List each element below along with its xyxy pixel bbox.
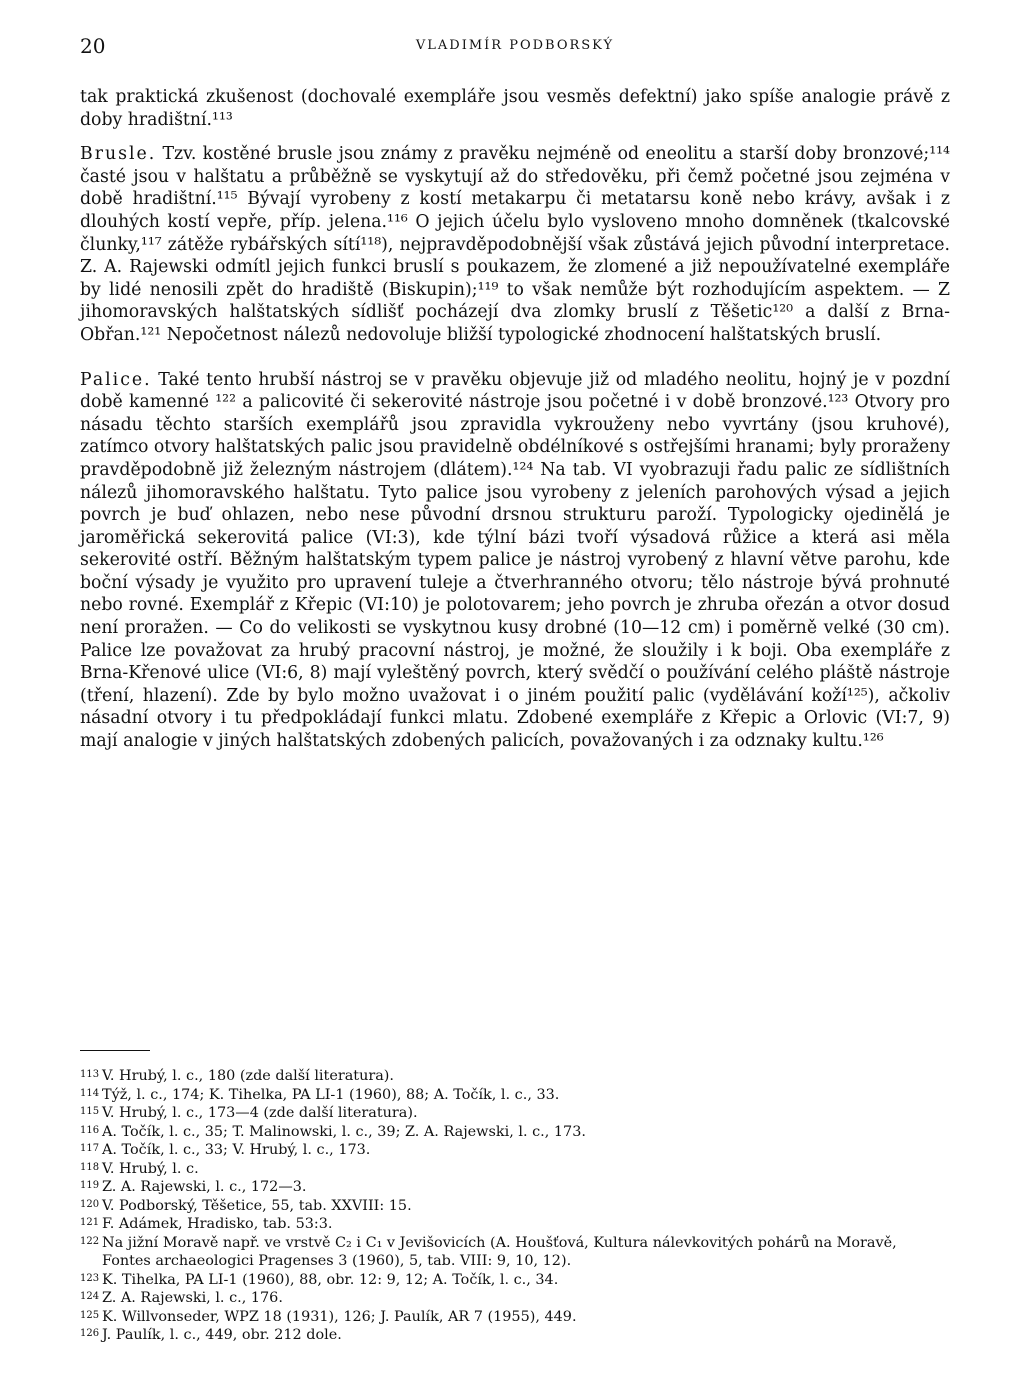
- footnote-number: 124: [80, 1291, 100, 1302]
- footnote-list: [80, 1067, 950, 1345]
- footnote-item: [80, 1067, 950, 1086]
- footnote-text: K. Willvonseder, WPZ 18 (1931), 126; J. Paulík, AR 7 (1955), 449.: [102, 1308, 577, 1325]
- footnote-text: A. Točík, l. c., 35; T. Malinowski, l. c., 39; Z. A. Rajewski, l. c., 173.: [102, 1123, 586, 1140]
- footnote-number: 114: [80, 1087, 100, 1099]
- body-text: [80, 86, 950, 753]
- footnote-item: [80, 1178, 950, 1197]
- page-number: 20: [80, 34, 106, 58]
- paragraph-text: Také tento hrubší nástroj se v pravěku objevuje již od mladého neolitu, hojný je v pozdní době kamenné ¹²² a palicovité či sekerovité nástroje jsou početné i v době bronzové.¹²³ Otvory pro násadu těchto starších exemplářů jsou zpravidla vykrouženy nebo vyvrtány (jsou kruhové), zatímco otvory halštatských palic jsou pravidelně obdélníkové s ostřejšími hranami; byly proraženy pravděpodobně již železným nástrojem (dlátem).¹²⁴ Na tab. VI vyobrazuji řadu palic ze sídlištních nálezů jihomoravského halštatu. Tyto palice jsou vyrobeny z jeleních parohových výsad a jejich povrch je buď ohlazen, nebo nese původní drsnou strukturu paroží. Typologicky ojedinělá je jaroměřická sekerovitá palice (VI:3), kde týlní bázi tvoří výsadová růžice a která asi měla sekerovité ostří. Běžným halštatským typem palice je nástroj vyrobený z hlavní větve parohu, kde boční výsady je využito pro upravení tuleje a čtverhranného otvoru; tělo nástroje bývá prohnuté nebo rovné. Exemplář z Křepic (VI:10) je polotovarem; jeho povrch je zhruba ořezán a otvor dosud není proražen. — Co do velikosti se vyskytnou kusy drobné (10—12 cm) i poměrně velké (30 cm). Palice lze považovat za hrubý pracovní nástroj, je možné, že sloužily i k boji. Oba exempláře z Brna-Křenové ulice (VI:6, 8) mají vyleštěný povrch, který svědčí o používání celého pláště nástroje (tření, hlazení). Zde by bylo možno uvažovat i o jiném použití palic (vydělávání koží¹²⁵), ačkoliv násadní otvory i tu předpokládají funkci mlatu. Zdobené exempláře z Křepic a Orlovic (VI:7, 9) mají analogie v jiných halštatských zdobených palicích, považovaných i za odznaky kultu.¹²⁶: [80, 369, 950, 752]
- footnote-item: [80, 1271, 950, 1290]
- paragraph-lead: Palice.: [80, 369, 152, 390]
- paragraph-lead: Brusle.: [80, 144, 157, 165]
- footnote-item: [80, 1289, 950, 1308]
- paragraph-continuation: [80, 86, 950, 131]
- footnote-number: 118: [80, 1161, 100, 1173]
- paragraph-brusle: [80, 143, 950, 346]
- footnote-item: [80, 1308, 950, 1327]
- footnote-text: K. Tihelka, PA LI-1 (1960), 88, obr. 12: 9, 12; A. Točík, l. c., 34.: [102, 1271, 559, 1288]
- footnote-number: 119: [80, 1180, 100, 1191]
- footnote-number: 115: [80, 1106, 100, 1117]
- page-header: [80, 34, 950, 62]
- paragraph-text: Tzv. kostěné brusle jsou známy z pravěku nejméně od eneolitu a starší doby bronzové;¹¹⁴ časté jsou v halštatu a průběžně se vyskytují až do středověku, při čemž početné jsou zejména v době hradištní.¹¹⁵ Bývají vyrobeny z kostí metakarpu či metatarsu koně nebo krávy, avšak i z dlouhých kostí vepře, příp. jelena.¹¹⁶ O jejich účelu bylo vysloveno mnoho domněnek (tkalcovské člunky,¹¹⁷ zátěže rybářských sítí¹¹⁸), nejpravděpodobnější však zůstává jejich původní interpretace. Z. A. Rajewski odmítl jejich funkci bruslí s poukazem, že zlomené a již nepoužívatelné exempláře by lidé nenosili zpět do hradiště (Biskupin);¹¹⁹ to však nemůže být rozhodujícím aspektem. — Z jihomoravských halštatských sídlišť pocházejí dva zlomky bruslí z Těšetic¹²⁰ a další z Brna-Obřan.¹²¹ Nepočetnost nálezů nedovoluje bližší typologické zhodnocení halštatských bruslí.: [80, 144, 950, 345]
- footnote-number: 116: [80, 1124, 100, 1136]
- footnote-text: Týž, l. c., 174; K. Tihelka, PA LI-1 (1960), 88; A. Točík, l. c., 33.: [102, 1086, 560, 1103]
- footnote-text: Z. A. Rajewski, l. c., 172—3.: [102, 1179, 307, 1195]
- footnote-item: [80, 1104, 950, 1123]
- footnote-item: [80, 1141, 950, 1160]
- footnote-number: 113: [80, 1069, 100, 1080]
- footnote-item: [80, 1234, 950, 1271]
- footnote-number: 126: [80, 1328, 100, 1339]
- footnote-item: [80, 1123, 950, 1142]
- running-head: VLADIMÍR PODBORSKÝ: [415, 38, 615, 53]
- footnote-text: V. Hrubý, l. c., 180 (zde další literatura).: [102, 1068, 394, 1084]
- footnote-text: F. Adámek, Hradisko, tab. 53:3.: [102, 1216, 333, 1232]
- footnote-number: 120: [80, 1198, 100, 1210]
- paragraph-palice: [80, 369, 950, 753]
- footnote-number: 122: [80, 1235, 100, 1247]
- footnote-text: Z. A. Rajewski, l. c., 176.: [102, 1290, 283, 1306]
- footnote-text: Na jižní Moravě např. ve vrstvě C₂ i C₁ v Jevišovicích (A. Houšťová, Kultura nálevkovitých pohárů na Moravě, Fontes archaeologici Pragenses 3 (1960), 5, tab. VIII: 9, 10, 12).: [102, 1234, 897, 1269]
- footnote-text: V. Hrubý, l. c.: [102, 1160, 199, 1177]
- footnote-number: 117: [80, 1143, 100, 1154]
- footnote-text: V. Hrubý, l. c., 173—4 (zde další literatura).: [102, 1105, 418, 1121]
- footnote-number: 121: [80, 1217, 100, 1228]
- footnote-item: [80, 1086, 950, 1105]
- footnote-item: [80, 1160, 950, 1179]
- footnote-text: A. Točík, l. c., 33; V. Hrubý, l. c., 173.: [102, 1142, 371, 1158]
- footnote-item: [80, 1197, 950, 1216]
- footnote-text: V. Podborský, Těšetice, 55, tab. XXVIII: 15.: [102, 1197, 412, 1214]
- footnote-rule: [80, 1050, 150, 1051]
- footnote-item: [80, 1326, 950, 1345]
- footnote-number: 125: [80, 1309, 100, 1321]
- footnotes: [80, 1050, 950, 1345]
- footnote-number: 123: [80, 1272, 100, 1284]
- footnote-item: [80, 1215, 950, 1234]
- footnote-text: J. Paulík, l. c., 449, obr. 212 dole.: [102, 1327, 342, 1343]
- paragraph-text: tak praktická zkušenost (dochovalé exempláře jsou vesměs defektní) jako spíše analogie právě z doby hradištní.¹¹³: [80, 87, 950, 130]
